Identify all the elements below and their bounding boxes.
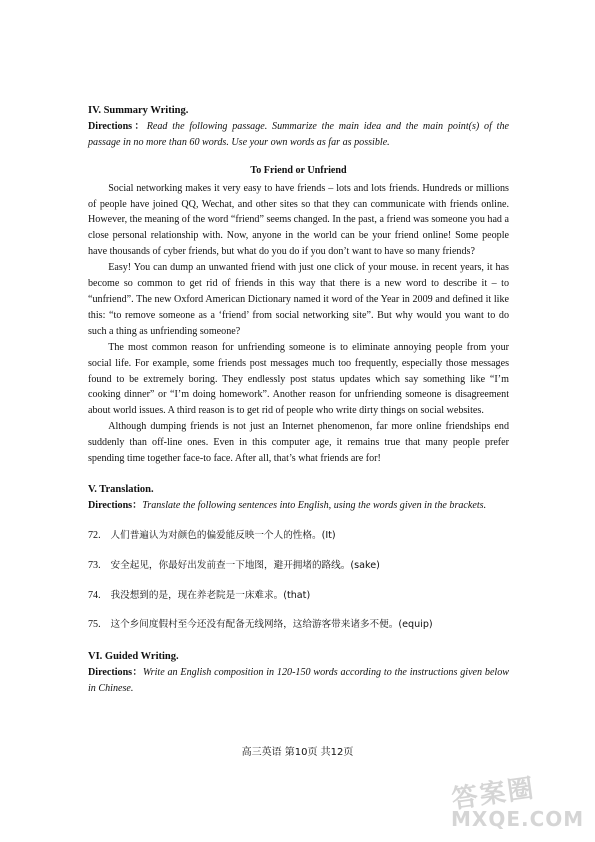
passage-title: To Friend or Unfriend [250,164,347,176]
section4-directions [88,119,509,151]
directions-text: Translate the following sentences into English, using the words given in the brackets. [142,499,487,511]
directions-label: Directions： [88,120,147,132]
section4-title: IV. Summary Writing. [88,105,189,116]
section5-directions [88,498,509,514]
directions-label: Directions： [88,499,143,511]
translation-item [88,588,509,604]
passage-paragraph: Although dumping friends is not just an Internet phenomenon, far more online friendships end suddenly than off-line ones. Even in this computer age, it remains true that many people prefer spending time together face-to face. After all, that’s what friends are for! [88,421,509,465]
item-text: 人们普遍认为对颜色的偏爱能反映一个人的性格。(It) [110,529,336,541]
page-footer: 高三英语 第10页 共12页 [241,747,354,758]
translation-item [88,558,509,574]
exam-page [88,103,509,697]
section6-title: VI. Guided Writing. [88,651,179,663]
directions-text: Read the following passage. Summarize the main idea and the main point(s) of the passage in no more than 60 words. Use your own words as far as possible. [88,120,509,148]
section5-title: V. Translation. [88,483,154,495]
item-number: 74. [88,589,101,601]
translation-item [88,617,509,633]
item-text: 这个乡间度假村至今还没有配备无线网络，这给游客带来诸多不便。(equip) [110,619,433,631]
item-number: 75. [88,619,101,631]
watermark-bottom: MXQE.COM [451,807,585,831]
directions-text: Write an English composition in 120-150 words according to the instructions given below in Chinese. [88,667,510,695]
passage-paragraph: Social networking makes it very easy to have friends – lots and lots friends. Hundreds or millions of people have joined QQ, Wechat, and other sites so that they can communicate with friends online. However, the meaning of the word “friend” seems changed. In the past, a friend was someone you had a close personal relationship with. Now, anyone in the world can be your friend online! Some people have thousands of cyber friends, but what do you do if you don’t want to have so many friends? [88,182,509,258]
passage-paragraph: The most common reason for unfriending someone is to eliminate annoying people from your social life. For example, some friends post messages much too frequently, especially those messages found to be extremely boring. They endlessly post status updates which say something like “I’m cooking dinner” or “I’m doing homework”. Another reason for unfriending someone is disagreement about world issues. A third reason is to get rid of people who write dirty things on social websites. [88,341,509,417]
watermark-top: 答案圈 [449,773,538,815]
passage-paragraph: Easy! You can dump an unwanted friend with just one click of your mouse. in recent years, it has become so common to get rid of friends in this way that there is a new word to describe it – to “unfriend”. The new Oxford American Dictionary named it word of the Year in 2009 and defined it like this: “to remove someone as a ‘friend’ from social networking site”. But why would you want to do such a thing as unfriending someone? [88,262,509,337]
item-text: 我没想到的是，现在养老院是一床难求。(that) [110,589,311,601]
section6-directions [88,665,509,697]
item-number: 73. [88,559,101,571]
watermark-logo [449,770,585,831]
item-text: 安全起见，你最好出发前查一下地图，避开拥堵的路线。(sake) [110,559,380,571]
item-number: 72. [88,529,101,541]
translation-item [88,528,509,544]
directions-label: Directions： [88,667,143,679]
